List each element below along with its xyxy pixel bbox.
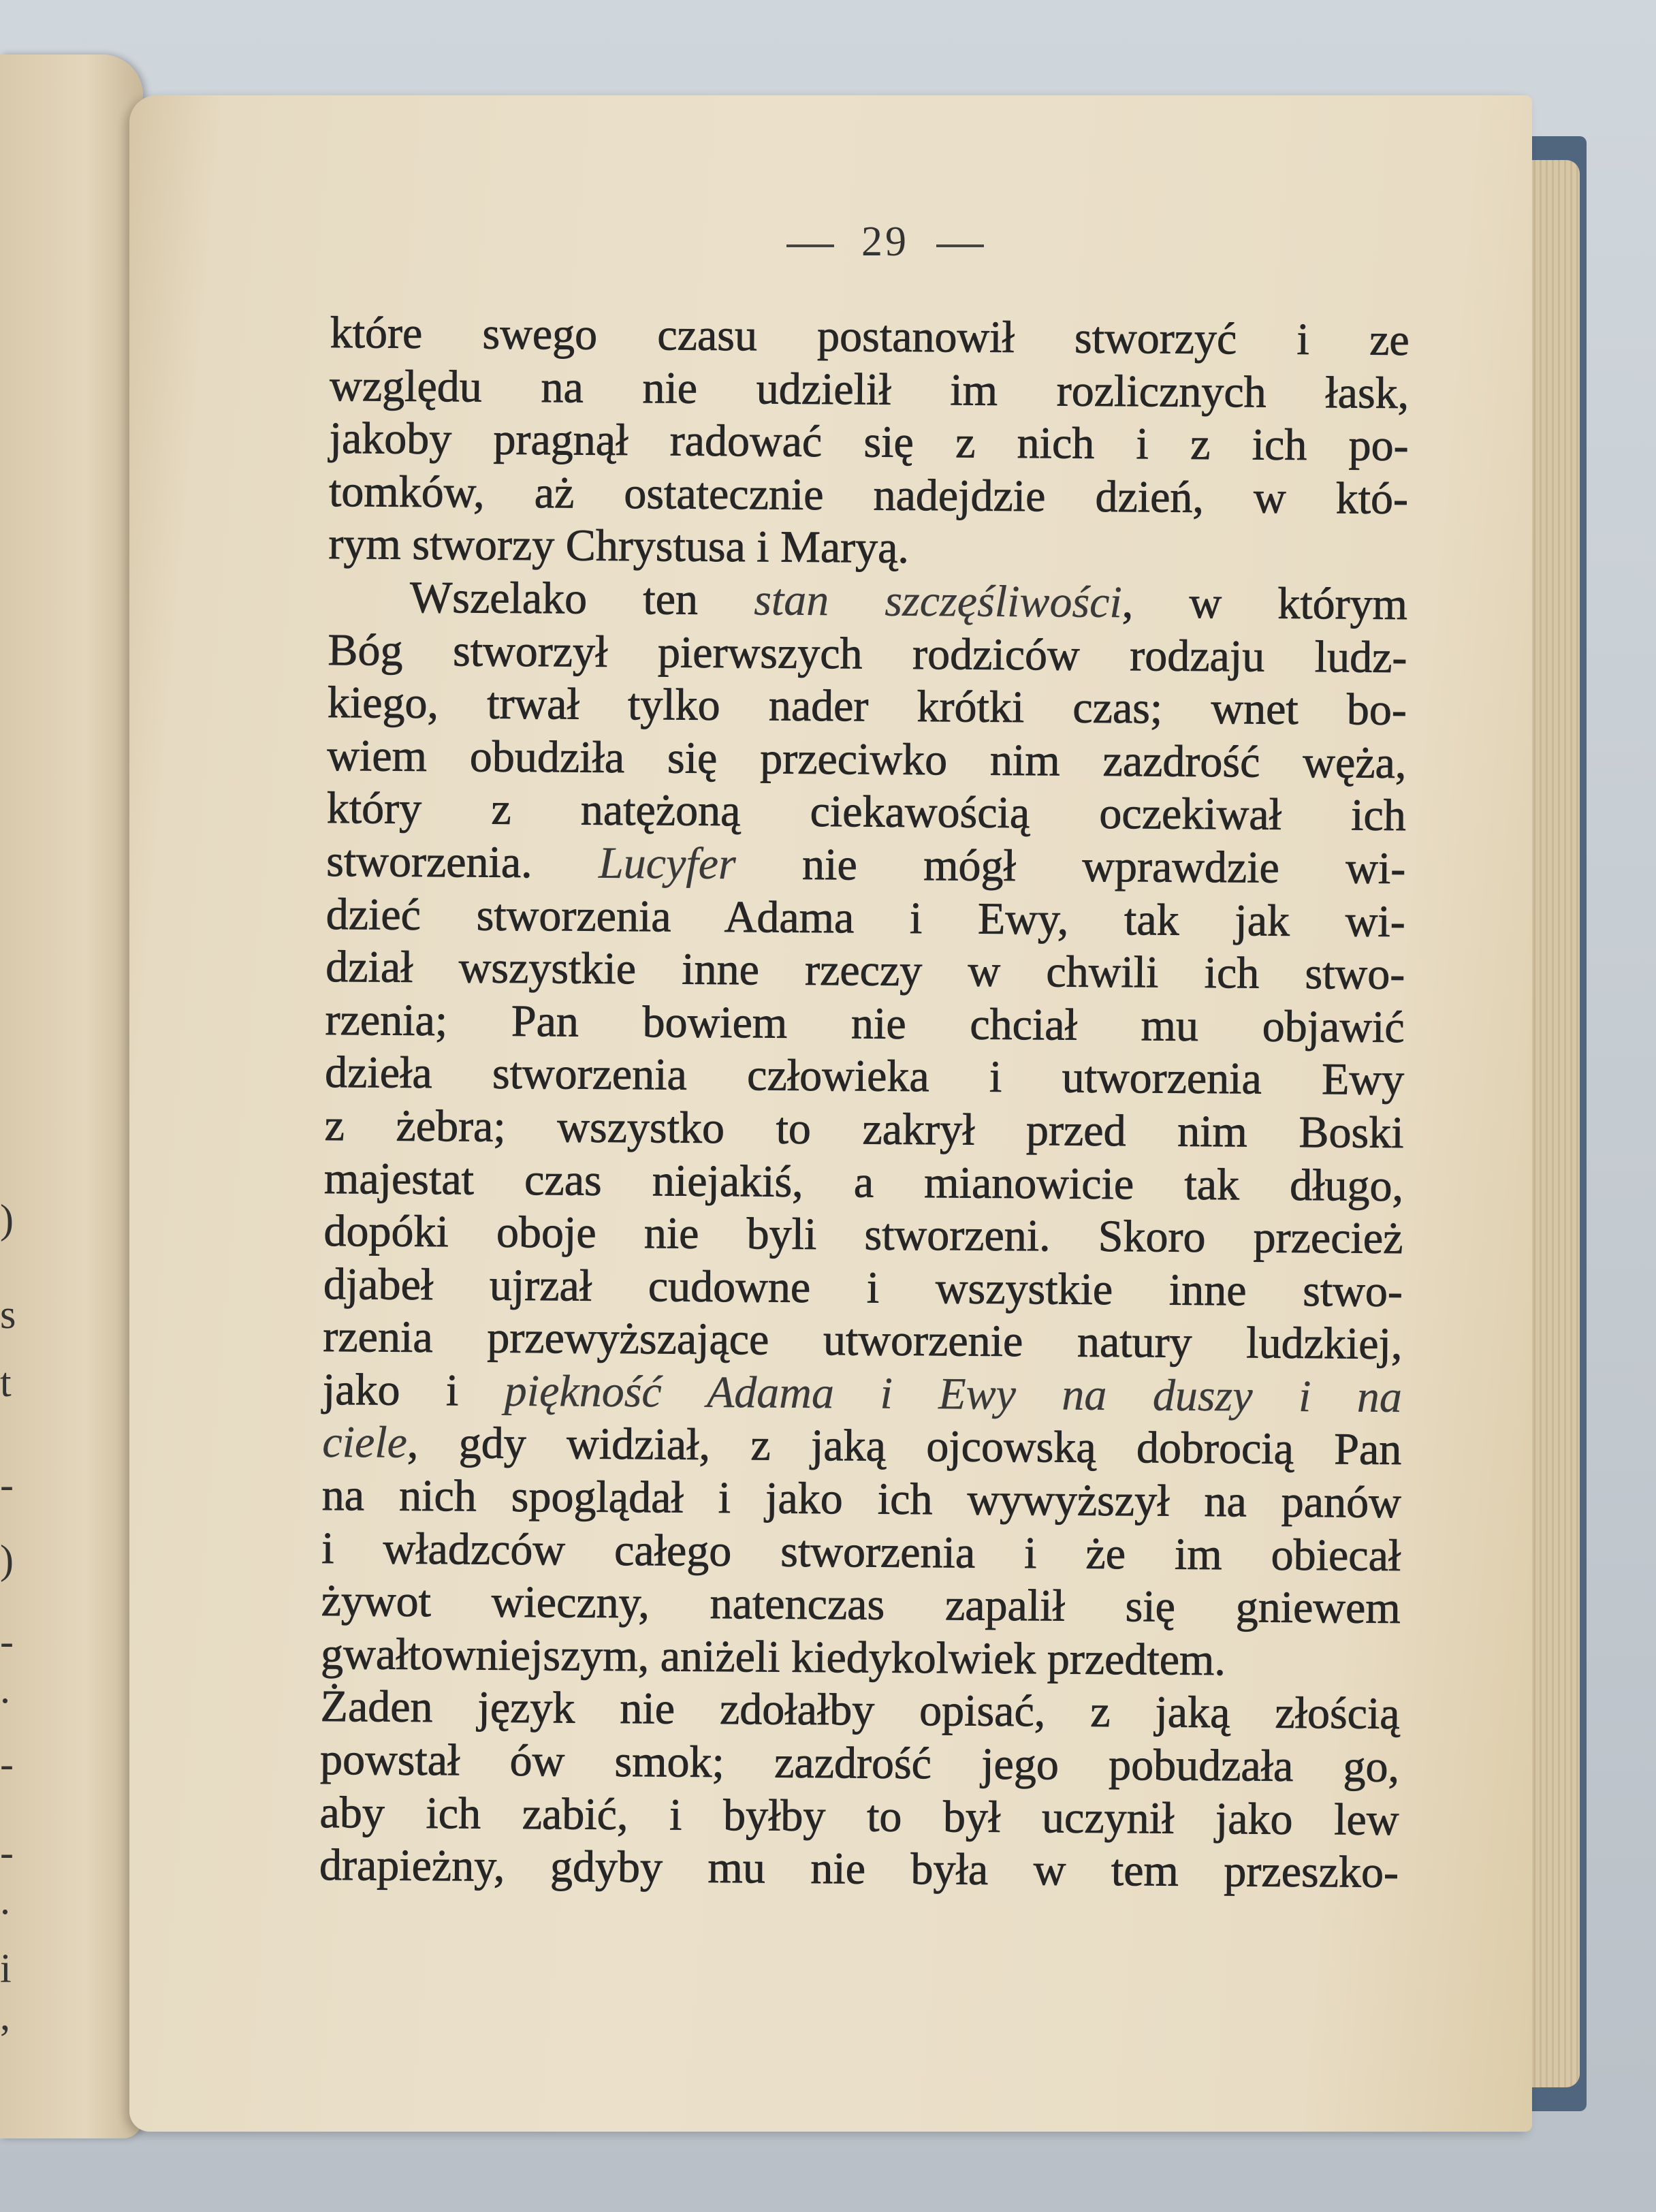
text-segment: djabeł ujrzał cudowne i wszystkie inne stwo- xyxy=(323,1259,1403,1316)
text-line xyxy=(327,782,1407,842)
text-line xyxy=(322,1416,1402,1476)
text-line xyxy=(319,1839,1399,1899)
text-segment: nie mógł wprawdzie wi- xyxy=(735,839,1406,894)
text-line xyxy=(327,729,1407,790)
left-page-fragment: , xyxy=(0,1993,10,2038)
text-segment: na nich spoglądał i jako ich wywyższył na panów xyxy=(321,1470,1402,1528)
left-page-fragment: ) xyxy=(0,1197,14,1242)
text-segment: żywot wieczny, natenczas zapalił się gniewem xyxy=(321,1576,1401,1634)
text-segment: rzenia; Pan bowiem nie chciał mu objawić xyxy=(325,994,1405,1052)
left-page-fragment: i xyxy=(0,1946,12,1991)
text-line xyxy=(323,1258,1403,1318)
text-line xyxy=(328,624,1407,684)
text-line xyxy=(325,888,1405,949)
text-line xyxy=(328,571,1408,631)
text-line xyxy=(330,306,1410,367)
text-segment: dopóki oboje nie byli stworzeni. Skoro przecież xyxy=(323,1206,1403,1264)
text-segment: stworzenia. xyxy=(326,836,599,888)
text-line xyxy=(325,994,1405,1054)
text-line xyxy=(321,1628,1401,1688)
text-line xyxy=(325,1046,1405,1107)
text-line xyxy=(324,1099,1404,1160)
left-page-fragment: . xyxy=(0,1878,10,1923)
text-line xyxy=(320,1733,1400,1794)
text-segment: i władzców całego stworzenia i że im obiecał xyxy=(321,1523,1401,1581)
italic-text: piękność Adama i Ewy na duszy i na xyxy=(504,1365,1403,1422)
text-line xyxy=(322,1469,1402,1530)
text-line xyxy=(326,835,1406,896)
page-number-header xyxy=(749,218,1021,266)
text-segment: które swego czasu postanowił stworzyć i ze xyxy=(330,307,1410,366)
text-segment: drapieżny, gdyby mu nie była w tem przeszko- xyxy=(319,1840,1399,1898)
text-segment: Bóg stworzył pierwszych rodziców rodzaju ludz- xyxy=(328,625,1407,682)
left-page-fragment: - xyxy=(0,1741,14,1786)
dash-right xyxy=(936,244,984,247)
italic-text: ciele xyxy=(322,1417,408,1468)
body-text xyxy=(319,306,1410,1899)
text-segment: tomków, aż ostatecznie nadejdzie dzień, w któ- xyxy=(328,466,1409,524)
text-line xyxy=(319,1786,1399,1847)
text-line xyxy=(329,465,1409,526)
italic-text: Lucyfer xyxy=(598,838,736,889)
text-segment: , gdy widział, z jaką ojcowską dobrocią Pan xyxy=(407,1418,1402,1475)
italic-text: stan szczęśliwości xyxy=(753,575,1123,628)
text-segment: Wszelako ten xyxy=(409,572,754,625)
text-line xyxy=(329,412,1409,473)
text-segment: dzieć stworzenia Adama i Ewy, tak jak wi- xyxy=(325,889,1405,947)
left-page xyxy=(0,54,143,2138)
text-segment: rym stworzy Chrystusa i Maryą. xyxy=(328,519,910,573)
text-segment: wiem obudziła się przeciwko nim zazdrość węża, xyxy=(327,730,1407,788)
text-line xyxy=(328,676,1407,737)
text-line xyxy=(323,1310,1403,1371)
text-line xyxy=(323,1363,1403,1424)
text-segment: z żebra; wszystko to zakrył przed nim Boski xyxy=(324,1100,1404,1158)
text-segment: , w którym xyxy=(1121,578,1408,630)
text-line xyxy=(321,1575,1401,1635)
text-line xyxy=(323,1205,1403,1265)
text-segment: gwałtowniejszym, aniżeli kiedykolwiek przedtem. xyxy=(320,1628,1226,1686)
left-page-fragment: ) xyxy=(0,1537,14,1582)
text-line xyxy=(320,1680,1400,1741)
text-segment: jakoby pragnął radować się z nich i z ich po- xyxy=(329,413,1409,471)
text-segment: majestat czas niejakiś, a mianowicie tak długo, xyxy=(323,1153,1404,1211)
page-number: 29 xyxy=(861,219,909,265)
text-segment: względu na nie udzielił im rozlicznych łask, xyxy=(329,360,1410,418)
text-segment: rzenia przewyższające utworzenie natury ludzkiej, xyxy=(323,1312,1403,1370)
text-line xyxy=(330,360,1410,420)
text-segment: aby ich zabić, i byłby to był uczynił jako lew xyxy=(319,1787,1399,1845)
text-segment: dzieła stworzenia człowieka i utworzenia Ewy xyxy=(324,1047,1405,1105)
left-page-fragment: t xyxy=(0,1360,12,1405)
text-line xyxy=(325,941,1405,1001)
left-page-fragment: s xyxy=(0,1292,16,1337)
text-line xyxy=(324,1152,1404,1212)
text-line xyxy=(328,518,1408,578)
text-line xyxy=(321,1522,1401,1583)
left-page-fragment: - xyxy=(0,1462,14,1507)
left-page-fragment: - xyxy=(0,1830,14,1875)
left-page-fragment: - xyxy=(0,1619,14,1664)
text-segment: kiego, trwał tylko nader krótki czas; wnet bo- xyxy=(327,678,1407,736)
text-segment: powstał ów smok; zazdrość jego pobudzała go, xyxy=(319,1734,1400,1792)
text-segment: który z natężoną ciekawością oczekiwał ich xyxy=(326,783,1407,841)
text-segment: jako i xyxy=(322,1364,505,1416)
left-page-fragment: . xyxy=(0,1666,10,1711)
dash-left xyxy=(786,244,834,247)
text-segment: dział wszystkie inne rzeczy w chwili ich stwo- xyxy=(325,942,1405,1000)
text-segment: Żaden język nie zdołałby opisać, z jaką złością xyxy=(320,1681,1400,1739)
